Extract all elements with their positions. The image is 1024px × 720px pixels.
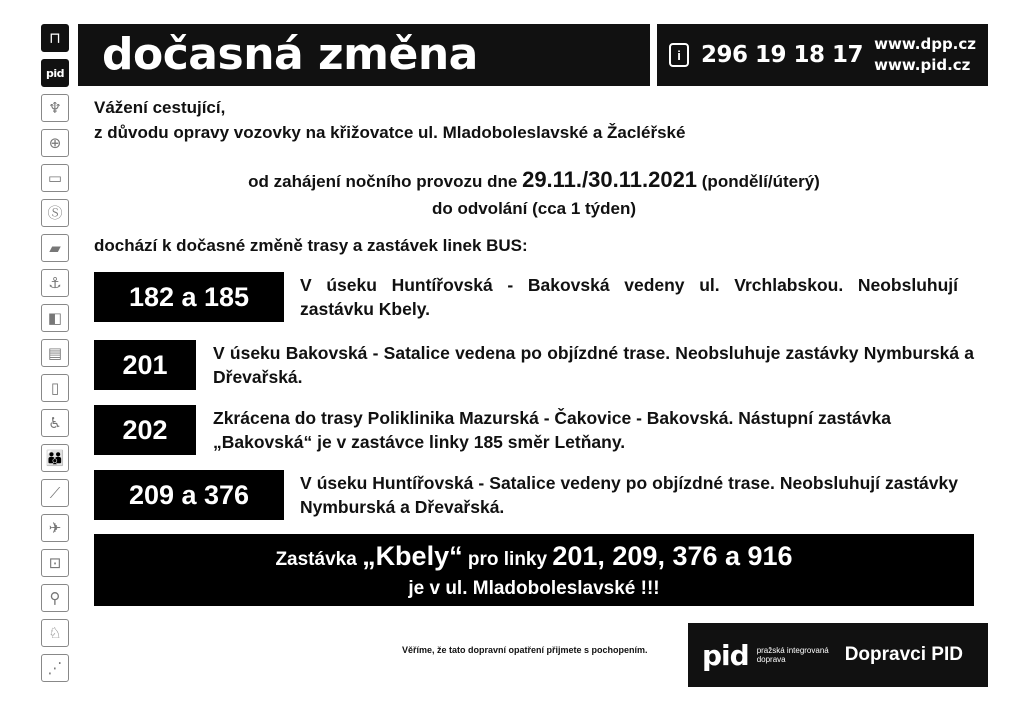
notice-line-1 [94,540,974,576]
ferry-icon: ⚓ [41,269,69,297]
funicular-icon: ⊕ [41,129,69,157]
airplane-icon: ✈ [41,514,69,542]
pid-logo-subtitle: pražská integrovaná doprava [756,646,829,664]
greeting-salutation: Vážení cestující, [94,98,226,117]
bus-icon: ▭ [41,164,69,192]
title-banner [78,24,650,86]
pid-logo-icon: pid [41,59,69,87]
dog-icon: ♘ [41,619,69,647]
bicycle-icon: ⚲ [41,584,69,612]
route-line-badge: 182 a 185 [94,272,284,322]
wheelchair-icon: ♿ [41,409,69,437]
footer-thanks: Věříme, že tato dopravní opatření přijmete s pochopením. [402,645,648,655]
route-change-description: Zkrácena do trasy Poliklinika Mazurská - Čakovice - Bakovská. Nástupní zastávka „Bakovská“ je v zastávce linky 185 směr Letňany. [213,408,891,452]
notice-prefix: Zastávka [275,549,363,570]
validity-end: do odvolání (cca 1 týden) [431,199,637,218]
route-change-description: V úseku Huntířovská - Bakovská vedeny ul. Vrchlabskou. Neobsluhují zastávku Kbely. [300,275,958,319]
train-icon: ▰ [41,234,69,262]
route-change-description: V úseku Huntířovská - Satalice vedeny po objízdné trase. Neobsluhují zastávky Nymburská a Dřevařská. [300,473,958,517]
route-line-badge: 209 a 376 [94,470,284,520]
walking-icon: ⋰ [41,654,69,682]
contact-banner [657,24,988,86]
notice-mid: pro linky [462,549,553,570]
validity-days: (pondělí/úterý) [697,172,820,191]
greeting [94,95,685,145]
website-links [874,34,976,76]
footer-banner [688,623,988,687]
notice-stop-name: „Kbely“ [362,541,463,571]
route-change-item [94,405,974,455]
ticket-machine-icon: ◧ [41,304,69,332]
phone-device-icon: ▯ [41,374,69,402]
metro-icon: ⊓ [41,24,69,52]
page-title: dočasná změna [102,29,478,80]
s-train-icon: Ⓢ [41,199,69,227]
validity-period [94,166,974,222]
website-pid: www.pid.cz [874,56,971,74]
notice-line-2: je v ul. Mladoboleslavské !!! [408,578,660,599]
escalator-icon: ⟋ [41,479,69,507]
stroller-icon: ⊡ [41,549,69,577]
stop-location-notice [94,534,974,606]
info-phone-number: 296 19 18 17 [701,42,864,68]
route-change-description: V úseku Bakovská - Satalice vedena po objízdné trase. Neobsluhuje zastávky Nymburská a Dřevařská. [213,343,974,387]
route-line-badge: 201 [94,340,196,390]
route-line-badge: 202 [94,405,196,455]
carriers-label: Dopravci PID [844,644,963,665]
pid-logo: pid [702,638,749,672]
family-icon: 👪 [41,444,69,472]
route-change-item [94,340,974,390]
validity-prefix: od zahájení nočního provozu dne [248,172,523,191]
changes-intro: dochází k dočasné změně trasy a zastávek linek BUS: [94,236,528,255]
greeting-reason: z důvodu opravy vozovky na křižovatce ul. Mladoboleslavské a Žacléřské [94,123,686,142]
website-dpp: www.dpp.cz [874,35,976,53]
info-phone-icon: i [669,43,689,67]
notice-lines: 201, 209, 376 a 916 [552,541,793,571]
tram-icon: ♆ [41,94,69,122]
validity-start [94,166,974,195]
validity-dates: 29.11./30.11.2021 [522,167,698,192]
route-change-item [94,272,974,322]
transport-icon-strip [41,24,71,689]
ticket-icon: ▤ [41,339,69,367]
route-change-item [94,470,974,520]
